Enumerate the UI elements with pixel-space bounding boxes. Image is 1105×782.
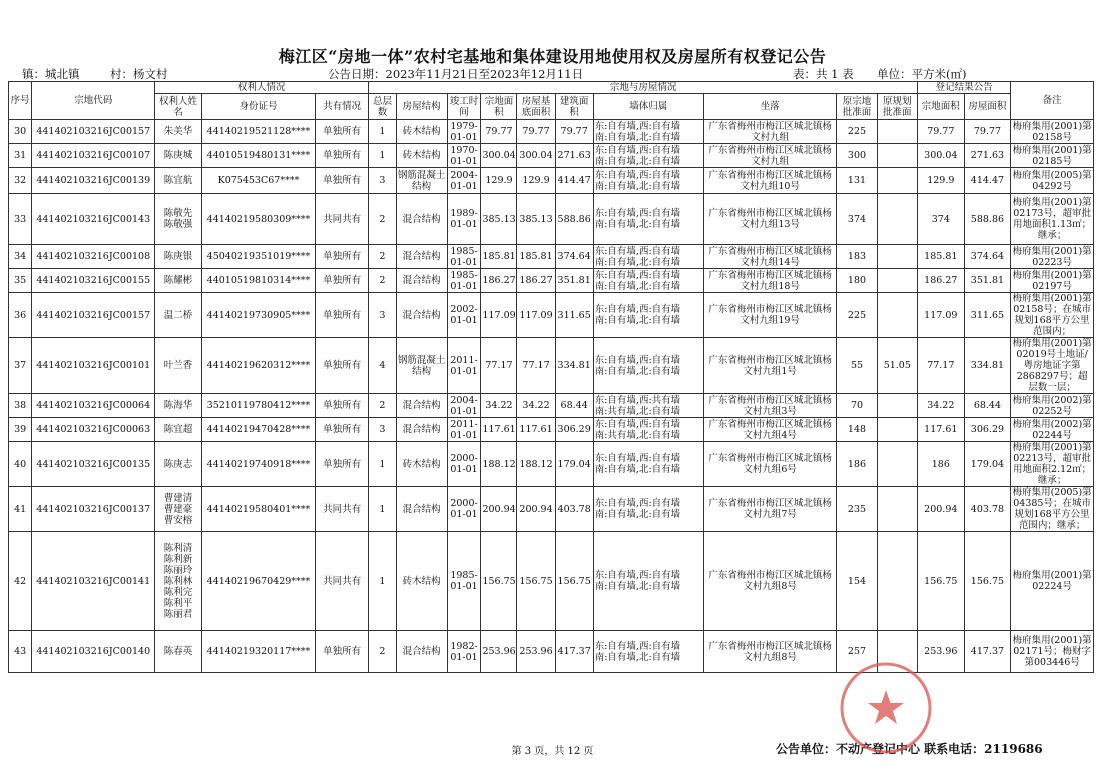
cell-share: 单独所有	[316, 269, 369, 293]
cell-structure: 钢筋混凝土结构	[397, 169, 446, 192]
cell-boundary: 东:自有墙,西:自有墙 南:自有墙,北:自有墙	[593, 338, 703, 394]
cell-name: 叶兰香	[155, 338, 202, 394]
cell-name: 陈庚城	[155, 144, 202, 168]
cell-floors: 2	[369, 631, 397, 673]
cell-land-area: 156.75	[481, 532, 517, 631]
th-base-area: 房屋基底面积	[517, 94, 555, 120]
cell-res-land: 77.17	[918, 338, 965, 394]
cell-orig-plan	[877, 144, 917, 168]
table-row	[9, 120, 1094, 144]
cell-res-land: 253.96	[918, 631, 965, 673]
cell-id: 44140219740918****	[201, 442, 315, 487]
cell-res-land: 79.77	[918, 120, 965, 144]
cell-floors: 1	[369, 442, 397, 487]
cell-land-area: 185.81	[481, 245, 517, 269]
cell-boundary: 东:自有墙,西:自有墙 南:自有墙,北:自有墙	[593, 487, 703, 532]
table-row	[9, 394, 1094, 418]
cell-res-house: 271.63	[964, 144, 1011, 168]
cell-remark: 梅府集用(2001)第02213号，超审批用地面积2.12㎡；继承；	[1012, 442, 1092, 486]
cell-res-house: 351.81	[964, 269, 1011, 293]
announce-unit: 公告单位：不动产登记中心 联系电话：2119686	[776, 742, 1043, 756]
cell-seq: 41	[9, 487, 32, 532]
cell-res-house: 179.04	[964, 442, 1011, 487]
cell-structure: 砖木结构	[396, 120, 447, 144]
cell-res-house: 68.44	[964, 394, 1011, 418]
cell-build-area: 417.37	[555, 631, 593, 673]
cell-res-house: 403.78	[964, 487, 1011, 532]
page-title: 梅江区“房地一体”农村宅基地和集体建设用地使用权及房屋所有权登记公告	[278, 47, 827, 66]
cell-location: 广东省梅州市梅江区城北镇杨文村九组13号	[703, 194, 836, 245]
cell-name: 陈庚银	[155, 245, 202, 269]
cell-location: 广东省梅州市梅江区城北镇杨文村九组1号	[703, 338, 836, 394]
cell-name: 陈敬先 陈敬强	[155, 194, 202, 245]
cell-seq: 32	[9, 168, 32, 194]
cell-code: 441402103216JC00137	[32, 487, 155, 532]
cell-orig-plan: 51.05	[877, 338, 917, 394]
cell-remark: 梅府集用(2001)第02019号土地证/粤房地证字第2868297号；超层数一层；	[1012, 338, 1092, 393]
cell-orig-land: 131	[837, 168, 877, 194]
cell-structure: 钢筋混凝土结构	[396, 338, 447, 394]
town-label: 镇：城北镇	[22, 67, 80, 81]
cell-remark: 梅府集用(2001)第02171号；梅财字第003446号	[1011, 631, 1094, 673]
cell-remark: 梅府集用(2001)第02223号	[1012, 245, 1092, 268]
cell-orig-land: 154	[837, 532, 877, 631]
cell-code: 441402103216JC00155	[32, 269, 155, 293]
cell-boundary: 东:自有墙,西:自有墙 南:自有墙,北:自有墙	[593, 269, 703, 293]
cell-orig-land: 225	[837, 293, 877, 338]
cell-land-area: 188.12	[481, 442, 517, 487]
cell-build-area: 79.77	[555, 120, 593, 144]
th-result-group: 登记结果公告	[918, 82, 1011, 94]
cell-orig-plan	[877, 532, 917, 631]
cell-completed: 1985-01-01	[447, 532, 481, 631]
cell-land-area: 129.9	[481, 168, 517, 194]
cell-boundary: 东:自有墙,西:自有墙 南:自有墙,北:自有墙	[593, 442, 703, 487]
th-land-group: 宗地与房屋情况	[369, 82, 918, 94]
cell-location: 广东省梅州市梅江区城北镇杨文村九组6号	[703, 442, 836, 487]
cell-base-area: 300.04	[517, 144, 555, 168]
cell-res-land: 156.75	[918, 532, 965, 631]
cell-location: 广东省梅州市梅江区城北镇杨文村九组8号	[703, 631, 836, 673]
cell-completed: 1985-01-01	[447, 245, 481, 269]
cell-floors: 2	[369, 194, 397, 245]
cell-code: 441402103216JC00063	[32, 418, 155, 442]
cell-orig-land: 257	[837, 631, 877, 673]
cell-orig-plan	[877, 194, 917, 245]
th-land-area: 宗地面积	[481, 94, 517, 120]
th-name: 权利人姓名	[155, 94, 202, 120]
cell-build-area: 351.81	[555, 269, 593, 293]
th-floors: 总层数	[369, 94, 397, 120]
cell-base-area: 188.12	[517, 442, 555, 487]
cell-id: 44140219730905****	[201, 293, 315, 338]
cell-floors: 3	[369, 293, 397, 338]
cell-code: 441402103216JC00101	[32, 338, 155, 394]
cell-name: 陈耀彬	[155, 269, 202, 293]
cell-completed: 1979-01-01	[447, 120, 481, 144]
cell-seq: 39	[9, 418, 32, 442]
cell-share: 单独所有	[316, 144, 369, 168]
cell-land-area: 34.22	[481, 394, 517, 418]
th-boundary: 墙体归属	[593, 94, 703, 120]
cell-land-area: 117.09	[481, 293, 517, 338]
th-structure: 房屋结构	[396, 94, 447, 120]
cell-id: 44140219580401****	[201, 487, 315, 532]
cell-orig-land: 55	[837, 338, 877, 394]
cell-seq: 37	[9, 338, 32, 394]
cell-location: 广东省梅州市梅江区城北镇杨文村九组10号	[703, 168, 836, 194]
cell-remark: 梅府集用(2002)第02252号	[1012, 394, 1092, 417]
cell-id: 44140219620312****	[201, 338, 315, 394]
cell-code: 441402103216JC00108	[32, 245, 155, 269]
cell-floors: 1	[369, 532, 397, 631]
cell-share: 单独所有	[316, 418, 369, 442]
cell-res-land: 185.81	[918, 245, 965, 269]
cell-boundary: 东:自有墙,西:自有墙 南:自有墙,北:自有墙	[593, 168, 703, 194]
cell-completed: 1982-01-01	[447, 631, 481, 673]
cell-land-area: 385.13	[481, 194, 517, 245]
th-build-area: 建筑面积	[555, 94, 593, 120]
cell-res-house: 306.29	[964, 418, 1011, 442]
cell-remark: 梅府集用(2002)第02244号	[1012, 418, 1092, 441]
cell-structure: 混合结构	[396, 245, 447, 269]
th-seq: 序号	[9, 82, 32, 120]
cell-res-house: 311.65	[964, 293, 1011, 338]
cell-remark: 梅府集用(2001)第02173号，超审批用地面积1.13㎡；继承；	[1011, 194, 1094, 245]
cell-orig-land: 374	[837, 194, 877, 245]
cell-structure: 混合结构	[396, 487, 447, 532]
cell-completed: 1970-01-01	[447, 144, 481, 168]
cell-orig-land: 300	[837, 144, 877, 168]
cell-land-area: 117.61	[481, 418, 517, 442]
cell-build-area: 271.63	[555, 144, 593, 168]
th-res-house: 房屋面积	[964, 94, 1011, 120]
cell-location: 广东省梅州市梅江区城北镇杨文村九组	[703, 120, 836, 144]
th-orig-plan: 原规划批准面	[877, 94, 917, 120]
cell-land-area: 79.77	[481, 120, 517, 144]
cell-seq: 30	[9, 120, 32, 144]
cell-structure: 砖木结构	[396, 442, 447, 487]
cell-location: 广东省梅州市梅江区城北镇杨文村九组8号	[703, 532, 836, 631]
cell-name: 曹建清 曹建豪 曹安榕	[155, 487, 202, 532]
cell-res-land: 117.61	[918, 418, 965, 442]
cell-build-area: 179.04	[555, 442, 593, 487]
cell-orig-land: 225	[837, 120, 877, 144]
cell-res-house: 156.75	[964, 532, 1011, 631]
cell-orig-plan	[877, 120, 917, 144]
table-row	[9, 418, 1094, 442]
cell-base-area: 156.75	[517, 532, 555, 631]
cell-base-area: 185.81	[517, 245, 555, 269]
cell-share: 共同共有	[316, 532, 369, 631]
cell-floors: 2	[369, 245, 397, 269]
cell-structure: 混合结构	[396, 269, 447, 293]
cell-res-land: 374	[918, 194, 965, 245]
cell-completed: 2000-01-01	[447, 442, 481, 487]
cell-orig-land: 183	[837, 245, 877, 269]
th-id: 身份证号	[201, 94, 315, 120]
cell-seq: 42	[9, 532, 32, 631]
th-share: 共有情况	[316, 94, 369, 120]
cell-structure: 混合结构	[396, 394, 447, 418]
unit-label: 单位：平方米(㎡)	[877, 67, 967, 81]
page-number: 第 3 页，共 12 页	[511, 746, 594, 757]
cell-location: 广东省梅州市梅江区城北镇杨文村九组18号	[703, 269, 836, 293]
cell-land-area: 186.27	[481, 269, 517, 293]
cell-land-area: 253.96	[481, 631, 517, 673]
cell-location: 广东省梅州市梅江区城北镇杨文村九组4号	[703, 418, 836, 442]
cell-base-area: 186.27	[517, 269, 555, 293]
table-row	[9, 194, 1094, 245]
cell-code: 441402103216JC00143	[32, 194, 155, 245]
cell-base-area: 253.96	[517, 631, 555, 673]
cell-seq: 33	[9, 194, 32, 245]
th-location: 坐落	[703, 94, 836, 120]
cell-orig-plan	[877, 269, 917, 293]
cell-base-area: 34.22	[517, 394, 555, 418]
cell-boundary: 东:自有墙,西:自有墙 南:自有墙,北:自有墙	[593, 245, 703, 269]
cell-land-area: 200.94	[481, 487, 517, 532]
cell-boundary: 东:自有墙,西:自有墙 南:共有墙,北:自有墙	[593, 418, 703, 442]
cell-base-area: 129.9	[517, 168, 555, 194]
cell-base-area: 200.94	[517, 487, 555, 532]
cell-share: 单独所有	[316, 631, 369, 673]
cell-orig-land: 148	[837, 418, 877, 442]
cell-build-area: 311.65	[555, 293, 593, 338]
cell-base-area: 117.09	[517, 293, 555, 338]
cell-share: 单独所有	[316, 442, 369, 487]
cell-seq: 35	[9, 269, 32, 293]
th-code: 宗地代码	[32, 82, 155, 120]
cell-base-area: 79.77	[517, 120, 555, 144]
cell-floors: 2	[369, 394, 397, 418]
cell-code: 441402103216JC00064	[32, 394, 155, 418]
table-row	[9, 168, 1094, 194]
cell-floors: 3	[369, 418, 397, 442]
cell-remark: 梅府集用(2001)第02185号	[1012, 144, 1092, 167]
cell-floors: 1	[369, 120, 397, 144]
th-orig-land: 原宗地批准面	[837, 94, 877, 120]
cell-land-area: 300.04	[481, 144, 517, 168]
cell-orig-plan	[877, 394, 917, 418]
table-row	[9, 269, 1094, 293]
cell-id: 44140219670429****	[201, 532, 315, 631]
cell-seq: 34	[9, 245, 32, 269]
cell-location: 广东省梅州市梅江区城北镇杨文村九组	[703, 144, 836, 168]
table-count: 表：共 1 表	[793, 67, 854, 81]
cell-res-house: 79.77	[964, 120, 1011, 144]
cell-orig-land: 180	[837, 269, 877, 293]
cell-orig-plan	[877, 168, 917, 194]
cell-seq: 38	[9, 394, 32, 418]
cell-structure: 混合结构	[396, 631, 447, 673]
cell-completed: 2011-01-01	[447, 418, 481, 442]
th-completed: 竣工时间	[447, 94, 481, 120]
cell-code: 441402103216JC00157	[32, 293, 155, 338]
cell-id: 44140219521128****	[201, 120, 315, 144]
cell-completed: 2004-01-01	[447, 394, 481, 418]
cell-completed: 2000-01-01	[447, 487, 481, 532]
cell-remark: 梅府集用(2001)第02158号；在城市规划168平方公里范围内；	[1012, 293, 1092, 337]
cell-completed: 1985-01-01	[447, 269, 481, 293]
cell-build-area: 68.44	[555, 394, 593, 418]
cell-res-house: 417.37	[964, 631, 1011, 673]
cell-base-area: 385.13	[517, 194, 555, 245]
cell-id: K075453C67****	[201, 168, 315, 194]
cell-share: 共同共有	[316, 194, 369, 245]
cell-orig-plan	[877, 245, 917, 269]
cell-code: 441402103216JC00141	[32, 532, 155, 631]
cell-res-land: 186	[918, 442, 965, 487]
village-label: 村：杨文村	[110, 67, 168, 81]
th-remark: 备注	[1011, 82, 1094, 120]
cell-name: 陈宜超	[155, 418, 202, 442]
cell-code: 441402103216JC00135	[32, 442, 155, 487]
cell-completed: 2011-01-01	[447, 338, 481, 394]
cell-res-house: 414.47	[964, 168, 1011, 194]
cell-structure: 混合结构	[396, 293, 447, 338]
cell-name: 陈宜航	[155, 168, 202, 194]
cell-seq: 36	[9, 293, 32, 338]
cell-remark: 梅府集用(2001)第02197号	[1012, 269, 1092, 292]
cell-remark: 梅府集用(2001)第02158号	[1012, 120, 1092, 143]
table-row	[9, 338, 1094, 394]
cell-completed: 2004-01-01	[447, 168, 481, 194]
cell-res-house: 334.81	[964, 338, 1011, 394]
cell-structure: 混合结构	[396, 418, 447, 442]
cell-orig-plan	[877, 418, 917, 442]
register-table	[8, 81, 1094, 673]
official-seal-icon	[838, 660, 934, 756]
table-row	[9, 442, 1094, 487]
cell-structure: 混合结构	[396, 194, 447, 245]
th-owner-group: 权利人情况	[155, 82, 369, 94]
cell-res-land: 300.04	[918, 144, 965, 168]
cell-build-area: 374.64	[555, 245, 593, 269]
cell-name: 陈利清 陈利新 陈丽玲 陈利林 陈利完 陈利平 陈丽君	[155, 532, 202, 631]
table-row	[9, 293, 1094, 338]
cell-boundary: 东:自有墙,西:自有墙 南:自有墙,北:自有墙	[593, 293, 703, 338]
cell-boundary: 东:自有墙,西:自有墙 南:自有墙,北:自有墙	[593, 631, 703, 673]
cell-base-area: 77.17	[517, 338, 555, 394]
cell-floors: 1	[369, 487, 397, 532]
cell-name: 温二桥	[155, 293, 202, 338]
cell-build-area: 306.29	[555, 418, 593, 442]
cell-code: 441402103216JC00157	[32, 120, 155, 144]
cell-structure: 砖木结构	[396, 532, 447, 631]
cell-share: 单独所有	[316, 168, 369, 194]
cell-remark: 梅府集用(2005)第04385号；在城市规划168平方公里范围内；继承；	[1012, 487, 1092, 531]
cell-orig-land: 235	[837, 487, 877, 532]
cell-code: 441402103216JC00139	[32, 168, 155, 194]
cell-completed: 2002-01-01	[447, 293, 481, 338]
cell-boundary: 东:自有墙,西:自有墙 南:自有墙,北:自有墙	[593, 120, 703, 144]
cell-structure: 砖木结构	[396, 144, 447, 168]
cell-share: 单独所有	[316, 394, 369, 418]
table-row	[9, 487, 1094, 532]
cell-share: 单独所有	[316, 120, 369, 144]
cell-orig-plan	[877, 293, 917, 338]
th-res-land: 宗地面积	[918, 94, 965, 120]
cell-orig-plan	[877, 442, 917, 487]
cell-seq: 31	[9, 144, 32, 168]
cell-res-house: 374.64	[964, 245, 1011, 269]
cell-id: 44010519810314****	[201, 269, 315, 293]
cell-orig-land: 186	[837, 442, 877, 487]
cell-seq: 43	[9, 631, 32, 673]
cell-res-land: 200.94	[918, 487, 965, 532]
cell-name: 陈春英	[155, 631, 202, 673]
table-row	[9, 144, 1094, 168]
cell-build-area: 156.75	[555, 532, 593, 631]
table-row	[9, 245, 1094, 269]
cell-floors: 2	[369, 269, 397, 293]
cell-boundary: 东:自有墙,西:自有墙 南:自有墙,北:自有墙	[593, 144, 703, 168]
cell-location: 广东省梅州市梅江区城北镇杨文村九组3号	[703, 394, 836, 418]
cell-build-area: 334.81	[555, 338, 593, 394]
cell-completed: 1989-01-01	[447, 194, 481, 245]
cell-share: 共同共有	[316, 487, 369, 532]
cell-id: 44140219320117****	[201, 631, 315, 673]
cell-id: 44140219580309****	[201, 194, 315, 245]
cell-build-area: 403.78	[555, 487, 593, 532]
cell-base-area: 117.61	[517, 418, 555, 442]
cell-orig-plan	[877, 487, 917, 532]
cell-boundary: 东:自有墙,西:自有墙 南:自有墙,北:自有墙	[593, 532, 703, 631]
cell-seq: 40	[9, 442, 32, 487]
cell-res-land: 117.09	[918, 293, 965, 338]
cell-id: 44140219470428****	[201, 418, 315, 442]
cell-share: 单独所有	[316, 293, 369, 338]
cell-code: 441402103216JC00140	[32, 631, 155, 673]
cell-remark: 梅府集用(2001)第02224号	[1011, 532, 1094, 631]
cell-orig-land: 70	[837, 394, 877, 418]
cell-res-house: 588.86	[964, 194, 1011, 245]
cell-remark: 梅府集用(2005)第04292号	[1012, 169, 1092, 192]
cell-res-land: 186.27	[918, 269, 965, 293]
cell-floors: 4	[369, 338, 397, 394]
cell-boundary: 东:自有墙,西:自有墙 南:自有墙,北:自有墙	[593, 194, 703, 245]
cell-land-area: 77.17	[481, 338, 517, 394]
cell-boundary: 东:自有墙,西:共有墙 南:共有墙,北:自有墙	[593, 394, 703, 418]
cell-location: 广东省梅州市梅江区城北镇杨文村九组7号	[703, 487, 836, 532]
cell-floors: 3	[369, 168, 397, 194]
cell-id: 45040219351019****	[201, 245, 315, 269]
cell-name: 陈海华	[155, 394, 202, 418]
cell-share: 单独所有	[316, 245, 369, 269]
cell-location: 广东省梅州市梅江区城北镇杨文村九组14号	[703, 245, 836, 269]
cell-location: 广东省梅州市梅江区城北镇杨文村九组19号	[703, 293, 836, 338]
cell-code: 441402103216JC00107	[32, 144, 155, 168]
cell-share: 单独所有	[316, 338, 369, 394]
cell-build-area: 588.86	[555, 194, 593, 245]
cell-id: 35210119780412****	[201, 394, 315, 418]
cell-name: 陈庚志	[155, 442, 202, 487]
cell-build-area: 414.47	[555, 168, 593, 194]
cell-res-land: 34.22	[918, 394, 965, 418]
table-row	[9, 532, 1094, 631]
cell-id: 44010519480131****	[201, 144, 315, 168]
announce-date: 公告日期：2023年11月21日至2023年12月11日	[328, 67, 584, 81]
cell-name: 朱美华	[155, 120, 202, 144]
cell-floors: 1	[369, 144, 397, 168]
cell-res-land: 129.9	[918, 168, 965, 194]
